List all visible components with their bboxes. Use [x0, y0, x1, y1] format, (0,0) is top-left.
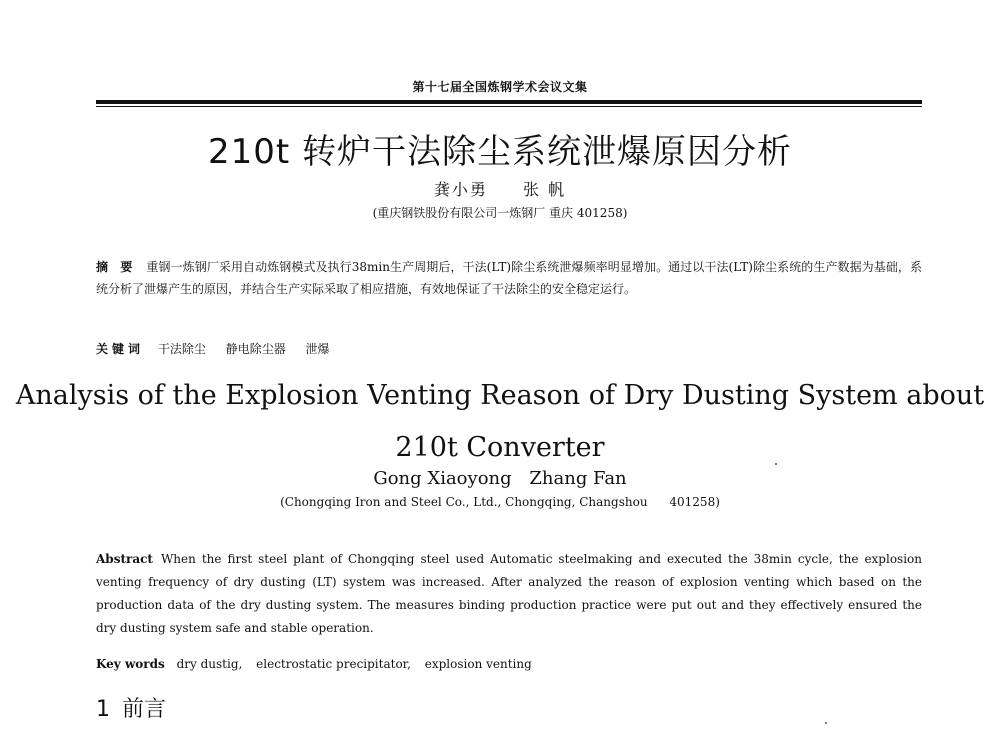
keywords-en-label: Key words: [96, 657, 165, 671]
authors-english: [0, 468, 1000, 489]
authors-chinese: [0, 177, 1000, 200]
scan-speck: [825, 722, 827, 724]
abstract-chinese: [96, 256, 922, 300]
abstract-cn-label: 摘 要: [96, 260, 137, 274]
keywords-english: [96, 657, 922, 671]
keyword-cn-1: 干法除尘: [157, 342, 206, 356]
keyword-cn-3: 泄爆: [305, 342, 330, 356]
running-header: 第十七届全国炼钢学术会议文集: [412, 80, 588, 94]
affiliation-chinese: (重庆钢铁股份有限公司一炼钢厂 重庆 401258): [372, 206, 628, 220]
title-chinese: 210t 转炉干法除尘系统泄爆原因分析: [207, 132, 793, 172]
keyword-en-1: dry dustig,: [176, 657, 243, 671]
abstract-en-label: Abstract: [96, 552, 153, 566]
title-english: [0, 370, 1000, 474]
keyword-en-3: explosion venting: [424, 657, 532, 671]
affiliation-en-main: (Chongqing Iron and Steel Co., Ltd., Chongqing, Changshou: [280, 495, 648, 509]
abstract-english: [96, 548, 922, 640]
section-title: 前言: [122, 697, 167, 722]
section-heading-1: [96, 692, 166, 723]
keywords-cn-label: 关键词: [96, 342, 145, 356]
abstract-cn-text: 重钢一炼钢厂采用自动炼钢模式及执行38min生产周期后，干法(LT)除尘系统泄爆频率明显增加。通过以干法(LT)除尘系统的生产数据为基础，系统分析了泄爆产生的原因，并结合生产实际采取了相应措施，有效地保证了干法除尘的安全稳定运行。: [96, 260, 922, 296]
header-rule-thin: [96, 106, 922, 107]
keyword-en-2: electrostatic precipitator,: [256, 657, 411, 671]
affiliation-en-code: 401258): [669, 495, 720, 509]
author-cn-2: 张 帆: [523, 180, 567, 199]
author-en-2: Zhang Fan: [529, 468, 627, 489]
header-rule-thick: [96, 100, 922, 104]
affiliation-english: [0, 495, 1000, 509]
title-en-line-1: Analysis of the Explosion Venting Reason of Dry Dusting System about: [15, 380, 985, 411]
section-number: 1: [96, 697, 110, 722]
keyword-cn-2: 静电除尘器: [225, 342, 286, 356]
title-en-line-2: 210t Converter: [395, 432, 605, 463]
scan-speck: [775, 463, 777, 465]
author-cn-1: 龚小勇: [433, 180, 488, 199]
author-en-1: Gong Xiaoyong: [373, 468, 512, 489]
keywords-chinese: [96, 340, 922, 357]
abstract-en-text: When the first steel plant of Chongqing steel used Automatic steelmaking and executed the 38min cycle, the explosion venting frequency of dry dusting (LT) system was increased. After analyzed the reason of explosion venting which based on the production data of the dry dusting system. The measures binding production practice were put out and they effectively ensured the dry dusting system safe and stable operation.: [96, 552, 922, 635]
